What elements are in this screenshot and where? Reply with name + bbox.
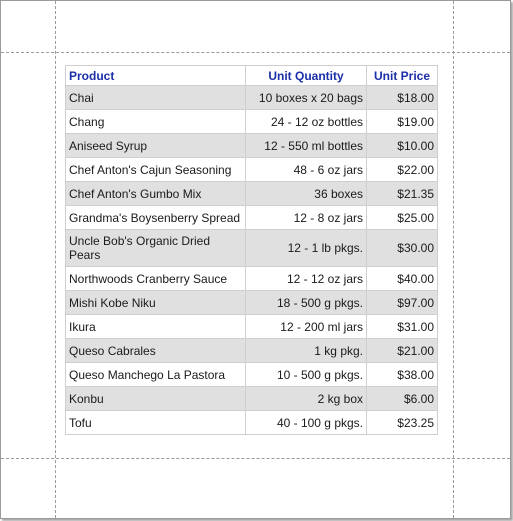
- product-cell: Konbu: [66, 387, 246, 411]
- price-cell: $6.00: [367, 387, 438, 411]
- quantity-cell: 12 - 12 oz jars: [246, 267, 367, 291]
- price-cell: $40.00: [367, 267, 438, 291]
- quantity-cell: 10 boxes x 20 bags: [246, 86, 367, 110]
- table-row: [66, 363, 438, 387]
- product-cell: Chef Anton's Gumbo Mix: [66, 182, 246, 206]
- table-row: [66, 86, 438, 110]
- price-cell: $25.00: [367, 206, 438, 230]
- product-cell: Mishi Kobe Niku: [66, 291, 246, 315]
- bottom-margin-guide: [1, 458, 510, 459]
- right-margin-guide: [453, 1, 454, 518]
- quantity-cell: 1 kg pkg.: [246, 339, 367, 363]
- table-row: [66, 387, 438, 411]
- product-cell: Northwoods Cranberry Sauce: [66, 267, 246, 291]
- product-cell: Chef Anton's Cajun Seasoning: [66, 158, 246, 182]
- product-column-header: Product: [66, 66, 246, 86]
- price-cell: $97.00: [367, 291, 438, 315]
- product-cell: Aniseed Syrup: [66, 134, 246, 158]
- quantity-cell: 40 - 100 g pkgs.: [246, 411, 367, 435]
- price-cell: $21.35: [367, 182, 438, 206]
- quantity-cell: 24 - 12 oz bottles: [246, 110, 367, 134]
- product-cell: Grandma's Boysenberry Spread: [66, 206, 246, 230]
- table-row: [66, 230, 438, 267]
- price-cell: $38.00: [367, 363, 438, 387]
- quantity-cell: 48 - 6 oz jars: [246, 158, 367, 182]
- price-cell: $19.00: [367, 110, 438, 134]
- product-cell: Uncle Bob's Organic Dried Pears: [66, 230, 246, 267]
- table-row: [66, 267, 438, 291]
- table-row: [66, 206, 438, 230]
- left-margin-guide: [55, 1, 56, 518]
- products-table: [65, 65, 438, 435]
- quantity-column-header: Unit Quantity: [246, 66, 367, 86]
- price-cell: $18.00: [367, 86, 438, 110]
- quantity-cell: 36 boxes: [246, 182, 367, 206]
- price-cell: $22.00: [367, 158, 438, 182]
- product-cell: Ikura: [66, 315, 246, 339]
- quantity-cell: 18 - 500 g pkgs.: [246, 291, 367, 315]
- product-cell: Chang: [66, 110, 246, 134]
- product-cell: Tofu: [66, 411, 246, 435]
- table-row: [66, 182, 438, 206]
- product-cell: Chai: [66, 86, 246, 110]
- price-cell: $10.00: [367, 134, 438, 158]
- top-margin-guide: [1, 52, 510, 53]
- table-row: [66, 110, 438, 134]
- quantity-cell: 12 - 550 ml bottles: [246, 134, 367, 158]
- quantity-cell: 12 - 1 lb pkgs.: [246, 230, 367, 267]
- table-row: [66, 291, 438, 315]
- price-cell: $31.00: [367, 315, 438, 339]
- quantity-cell: 12 - 8 oz jars: [246, 206, 367, 230]
- table-row: [66, 158, 438, 182]
- price-column-header: Unit Price: [367, 66, 438, 86]
- price-cell: $30.00: [367, 230, 438, 267]
- price-cell: $21.00: [367, 339, 438, 363]
- table-row: [66, 315, 438, 339]
- quantity-cell: 2 kg box: [246, 387, 367, 411]
- product-cell: Queso Cabrales: [66, 339, 246, 363]
- table-row: [66, 134, 438, 158]
- table-row: [66, 339, 438, 363]
- quantity-cell: 10 - 500 g pkgs.: [246, 363, 367, 387]
- table-row: [66, 411, 438, 435]
- table-header-row: [66, 66, 438, 86]
- product-cell: Queso Manchego La Pastora: [66, 363, 246, 387]
- price-cell: $23.25: [367, 411, 438, 435]
- quantity-cell: 12 - 200 ml jars: [246, 315, 367, 339]
